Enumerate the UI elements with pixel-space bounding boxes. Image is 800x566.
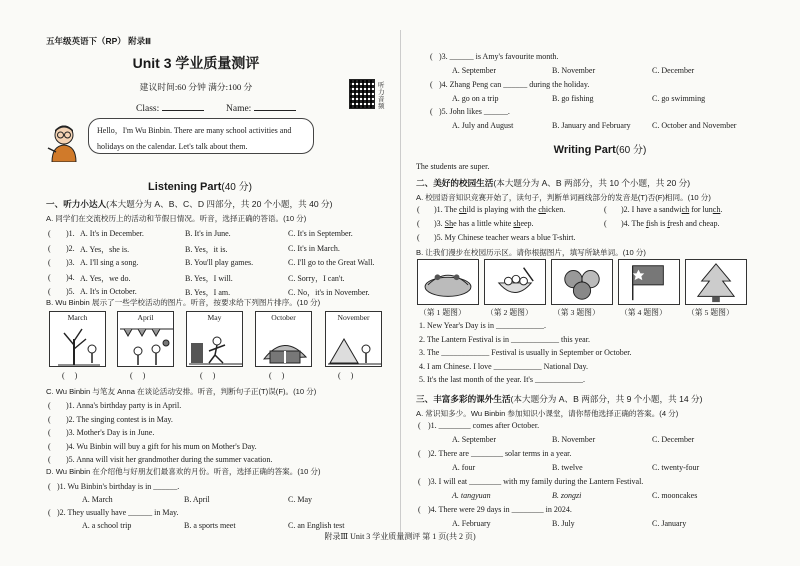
option-c: C. Sorry，I can't. (288, 273, 345, 283)
camping-icon (326, 323, 383, 367)
answer-paren[interactable]: ( (48, 287, 51, 296)
order-answer-blank[interactable]: ( ) (338, 371, 354, 380)
option-c: C. No，it's in November. (288, 288, 370, 297)
qr-label: 听力音频 (378, 82, 385, 110)
listening-d-instructions: D. Wu Binbin 在介绍他与好朋友们最喜欢的月份。听音，选择正确的答案。(10 分) (46, 467, 321, 476)
picture-1 (417, 259, 479, 305)
sports-meet-icon (187, 323, 244, 367)
answer-paren[interactable]: ( (417, 233, 420, 242)
picture-label: （第 3 题图） (553, 308, 600, 317)
option-b: B. November (552, 66, 596, 75)
option-c: C. twenty-four (652, 463, 700, 472)
picture-label: （第 5 题图） (687, 308, 734, 317)
option-c: C. May (288, 495, 312, 504)
question-text: )5. John likes ______. (439, 107, 510, 116)
writing-part-heading: Writing Part(60 分) (553, 144, 647, 156)
answer-paren[interactable]: ( (418, 421, 421, 430)
option-a: A. four (452, 463, 476, 472)
answer-paren[interactable]: ( (417, 205, 420, 214)
option-a: A. September (452, 66, 496, 75)
picture-2 (484, 259, 546, 305)
answer-paren[interactable]: ( (418, 505, 421, 514)
question-text: )3. ______ is Amy's favourite month. (439, 52, 559, 61)
picture-3 (551, 259, 613, 305)
class-field: Class: (136, 101, 204, 114)
option-b: B. go fishing (552, 94, 594, 103)
answer-paren[interactable]: ( (418, 477, 421, 486)
question-text: )1. ________ comes after October. (428, 421, 540, 430)
month-card-may: May (186, 311, 243, 367)
question-number: )2. (66, 243, 75, 253)
phonics-sentence: )1. The child is playing with the chicken. (434, 205, 566, 214)
answer-paren[interactable]: ( (48, 508, 51, 517)
writing-a-instructions: A. 校园语音知识竞赛开始了，读句子，判断单词画线部分的发音是(T)否(F)相同。(10 分) (416, 193, 711, 202)
question-text: )4. Zhang Peng can ______ during the holiday. (439, 80, 590, 89)
option-b: B. Yes，it is. (185, 244, 228, 254)
answer-paren[interactable]: ( (604, 219, 607, 228)
option-b: B. July (552, 519, 575, 528)
answer-paren[interactable]: ( (48, 455, 51, 464)
option-c: C. an English test (288, 521, 345, 530)
gift-icon (256, 323, 313, 367)
listening-c-instructions: C. Wu Binbin 与笔友 Anna 在谈论活动安排。听音，判断句子正(T)误(F)。(10 分) (46, 387, 317, 396)
name-field: Name: (226, 101, 296, 114)
writing-section-2-title: 二、美好的校园生活(本大题分为 A、B 两部分，共 10 个小题，共 20 分) (416, 178, 691, 188)
option-b: B. Yes，I am. (185, 288, 231, 297)
answer-paren[interactable]: ( (430, 107, 433, 116)
option-c: C. January (652, 519, 687, 528)
intro-speech-bubble: Hello，I'm Wu Binbin. There are many school activities and holidays on the calendar. Let's talk about them. (88, 118, 314, 154)
answer-paren[interactable]: ( (48, 229, 51, 238)
option-c: C. go swimming (652, 94, 706, 103)
picture-5 (685, 259, 747, 305)
option-c: C. December (652, 435, 695, 444)
option-a: A. go on a trip (452, 94, 499, 103)
picture-label: （第 4 题图） (620, 308, 667, 317)
writing-c-instructions: A. 常识知多少。Wu Binbin 参加知识小课堂，请你帮他选择正确的答案。(4 分) (416, 409, 679, 418)
option-c: C. I'll go to the Great Wall. (288, 258, 375, 267)
phonics-sentence: )4. The fish is fresh and cheap. (621, 219, 720, 228)
question-text: )4. There were 29 days in ________ in 2024. (428, 505, 572, 514)
question-number: )1. (66, 229, 75, 238)
option-a: A. September (452, 435, 496, 444)
question-number: )3. (66, 258, 75, 267)
picture-label: （第 1 题图） (419, 308, 466, 317)
option-a: A. Yes，she is. (80, 244, 130, 254)
listening-part-heading: Listening Part(40 分) (148, 181, 252, 193)
answer-paren[interactable]: ( (418, 449, 421, 458)
fill-blank-sentence: 1. New Year's Day is in ____________. (419, 321, 546, 330)
month-card-march: March (49, 311, 106, 367)
answer-paren[interactable]: ( (48, 243, 51, 253)
writing-b-instructions: B. 让我们漫步在校园历示区。请你根据图片，填写所缺单词。(10 分) (416, 248, 646, 257)
page-title: Unit 3 学业质量测评 (132, 55, 260, 71)
order-answer-blank[interactable]: ( ) (62, 371, 78, 380)
option-a: A. tangyuan (452, 491, 491, 500)
question-number: )5. (66, 287, 75, 296)
exam-meta: 建议时间:60 分钟 满分:100 分 (139, 82, 253, 92)
mooncakes-icon (552, 260, 612, 304)
month-card-november: November (325, 311, 382, 367)
listening-b-instructions: B. Wu Binbin 展示了一些学校活动的图片。听音，按要求给下列图片排序。(10 分) (46, 298, 321, 307)
tree-planting-icon (50, 323, 107, 367)
true-false-statement: )4. Wu Binbin will buy a gift for his mum on Mother's Day. (66, 441, 257, 451)
column-divider (400, 30, 401, 540)
option-b: B. It's in June. (185, 229, 231, 238)
question-text: )1. Wu Binbin's birthday is in ______. (57, 482, 180, 491)
option-a: A. It's in December. (80, 229, 144, 238)
question-text: )2. There are ________ solar terms in a year. (428, 449, 572, 458)
answer-paren[interactable]: ( (417, 219, 420, 228)
option-a: A. I'll sing a song. (80, 258, 139, 267)
option-b: B. zongzi (552, 491, 582, 500)
question-text: )2. They usually have ______ in May. (57, 508, 179, 517)
header-tag: 五年级英语下（RP） 附录Ⅲ (46, 36, 152, 46)
month-card-april: April (117, 311, 174, 367)
picture-label: （第 2 题图） (486, 308, 533, 317)
writing-lead: The students are super. (416, 162, 490, 171)
true-false-statement: )1. Anna's birthday party is in April. (66, 401, 182, 410)
option-b: B. a sports meet (184, 521, 236, 530)
option-b: B. April (184, 495, 210, 504)
option-b: B. You'll play games. (185, 258, 254, 267)
picture-4 (618, 259, 680, 305)
tangyuan-bowl-icon (485, 260, 545, 304)
page-footer: 附录Ⅲ Unit 3 学业质量测评 第 1 页(共 2 页) (324, 532, 476, 541)
christmas-tree-icon (686, 260, 746, 304)
option-a: A. Yes，we do. (80, 273, 131, 283)
fill-blank-sentence: 4. I am Chinese. I love ____________ National Day. (419, 361, 589, 371)
option-a: A. July and August (452, 121, 514, 130)
party-icon (118, 323, 175, 367)
answer-paren[interactable]: ( (48, 482, 51, 491)
answer-paren[interactable]: ( (48, 401, 51, 410)
phonics-sentence: )3. She has a little white sheep. (434, 219, 534, 228)
flag-icon (619, 260, 679, 304)
option-c: C. December (652, 66, 695, 75)
option-b: B. November (552, 435, 596, 444)
question-text: )3. I will eat ________ with my family during the Lantern Festival. (428, 477, 644, 486)
answer-paren[interactable]: ( (430, 80, 433, 89)
answer-paren[interactable]: ( (48, 258, 51, 267)
qr-code (349, 79, 375, 109)
fill-blank-sentence: 3. The ____________ Festival is usually in September or October. (419, 348, 632, 357)
answer-paren[interactable]: ( (604, 205, 607, 214)
option-b: B. January and February (552, 121, 631, 130)
fill-blank-sentence: 2. The Lantern Festival is in ____________ this year. (419, 334, 590, 344)
question-number: )4. (66, 272, 75, 282)
phonics-sentence: )5. My Chinese teacher wears a blue T-shirt. (434, 233, 576, 242)
option-b: B. twelve (552, 463, 583, 472)
month-card-october: October (255, 311, 312, 367)
option-a: A. March (82, 495, 113, 504)
listening-section-title: 一、听力小达人(本大题分为 A、B、C、D 四部分，共 20 个小题，共 40 分) (46, 199, 333, 209)
true-false-statement: )2. The singing contest is in May. (66, 414, 173, 424)
option-c: C. October and November (652, 121, 737, 130)
true-false-statement: )5. Anna will visit her grandmother during the summer vacation. (66, 455, 273, 464)
option-a: A. February (452, 519, 491, 528)
option-a: A. It's in October. (80, 287, 137, 296)
fill-blank-sentence: 5. It's the last month of the year. It's ____________. (419, 375, 585, 384)
option-a: A. a school trip (82, 521, 132, 530)
order-answer-blank[interactable]: ( ) (200, 371, 216, 380)
option-c: C. mooncakes (652, 491, 698, 500)
answer-paren[interactable]: ( (48, 428, 51, 437)
option-c: C. It's in March. (288, 243, 340, 253)
writing-section-3-title: 三、丰富多彩的课外生活(本大题分为 A、B 两部分，共 9 个小题，共 14 分) (416, 394, 703, 404)
answer-paren[interactable]: ( (48, 414, 51, 424)
answer-paren[interactable]: ( (430, 52, 433, 61)
new-year-icon (418, 260, 478, 304)
answer-paren[interactable]: ( (48, 441, 51, 451)
boy-avatar-icon (44, 122, 84, 162)
answer-paren[interactable]: ( (48, 272, 51, 282)
phonics-sentence: )2. I have a sandwich for lunch. (621, 205, 723, 214)
order-answer-blank[interactable]: ( ) (130, 371, 146, 380)
order-answer-blank[interactable]: ( ) (269, 371, 285, 380)
listening-a-instructions: A. 同学们在交流校历上的活动和节假日情况。听音，选择正确的答语。(10 分) (46, 214, 307, 223)
option-b: B. Yes，I will. (185, 273, 233, 283)
true-false-statement: )3. Mother's Day is in June. (66, 428, 155, 437)
option-c: C. It's in September. (288, 229, 353, 238)
